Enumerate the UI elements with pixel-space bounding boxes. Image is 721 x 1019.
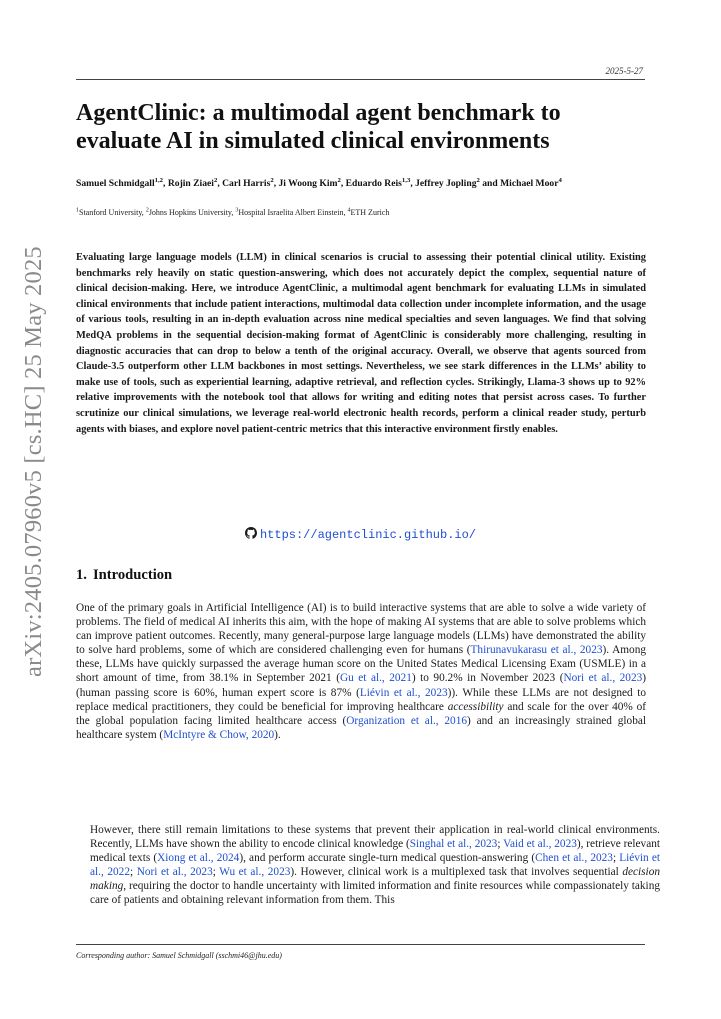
affiliation-mark: 2 bbox=[145, 207, 149, 214]
body-text: ). Among these, LLMs have quickly surpassed the average human score on the United States Medical Licensing Exam (USMLE) in a short amount of time, from 38.1% in September 2021 ( bbox=[76, 644, 647, 685]
affiliation-name: Stanford University, bbox=[79, 208, 146, 217]
section-title: Introduction bbox=[92, 567, 173, 583]
author-separator: , bbox=[410, 178, 416, 189]
body-text: ; bbox=[212, 866, 220, 879]
body-text: ; bbox=[129, 866, 137, 879]
author-name: Samuel Schmidgall bbox=[76, 178, 155, 189]
citation-link[interactable]: Nori et al., 2023 bbox=[136, 866, 213, 879]
body-text: ). bbox=[274, 728, 281, 741]
body-text: , requiring the doctor to handle uncertainty with limited information and finite resources while compassionately taking care of patients and obtaining relevant information from them. This bbox=[90, 880, 660, 907]
body-text: ) and an increasingly strained global healthcare system ( bbox=[76, 714, 646, 741]
author-separator: and bbox=[479, 178, 501, 189]
body-text: ) to 90.2% in November 2023 ( bbox=[411, 672, 564, 685]
citation-link[interactable]: Wu et al., 2023 bbox=[219, 866, 291, 879]
author-affiliation-mark: 2 bbox=[270, 176, 274, 184]
author-separator: , bbox=[273, 178, 279, 189]
author-name: Ji Woong Kim bbox=[278, 178, 338, 189]
author-affiliation-mark: 1,2 bbox=[154, 176, 164, 184]
affiliation-mark: 1 bbox=[76, 207, 79, 214]
author-list bbox=[76, 177, 646, 191]
body-text: However, there still remain limitations to these systems that prevent their application in real-world clinical environments. Recently, LLMs have shown the ability to encode clinical knowledge ( bbox=[90, 824, 660, 851]
author-separator: , bbox=[217, 178, 223, 189]
header-rule bbox=[76, 79, 645, 80]
body-text: One of the primary goals in Artificial Intelligence (AI) is to build interactive systems that are able to solve a wide variety of problems. The field of medical AI inherits this aim, with the hope of making AI systems that are able to solve problems which can improve patient outcomes. Recently, many general-purpose large language models (LLMs) have demonstrated the ability to solve hard problems, some of which are considered challenging even for humans ( bbox=[76, 602, 646, 657]
author-name: Eduardo Reis bbox=[345, 178, 402, 189]
paper-title: AgentClinic: a multimodal agent benchmark to evaluate AI in simulated clinical environments bbox=[76, 100, 561, 154]
body-text: ), retrieve relevant medical texts ( bbox=[90, 838, 661, 865]
footnote-rule bbox=[76, 944, 645, 945]
emphasis-text: accessibility bbox=[447, 700, 504, 713]
author-affiliation-mark: 2 bbox=[476, 176, 480, 184]
body-text: ). However, clinical work is a multiplexed task that involves sequential bbox=[290, 866, 623, 879]
project-link-row[interactable] bbox=[0, 527, 721, 542]
citation-link[interactable]: Liévin et al., 2022 bbox=[90, 852, 660, 879]
author-affiliation-mark: 2 bbox=[213, 176, 218, 184]
body-text: ; bbox=[497, 838, 504, 851]
intro-paragraph-2 bbox=[76, 823, 660, 908]
body-text: and scale for the over 40% of the global population facing limited healthcare access ( bbox=[76, 700, 646, 727]
citation-link[interactable]: Singhal et al., 2023 bbox=[409, 838, 498, 851]
author-name: Carl Harris bbox=[222, 178, 271, 189]
citation-link[interactable]: Liévin et al., 2023 bbox=[359, 686, 448, 699]
citation-link[interactable]: Xiong et al., 2024 bbox=[157, 852, 240, 865]
affiliation-mark: 3 bbox=[235, 207, 239, 214]
citation-link[interactable]: Nori et al., 2023 bbox=[563, 672, 643, 685]
arxiv-identifier[interactable]: arXiv:2405.07960v5 [cs.HC] 25 May 2025 bbox=[20, 246, 47, 677]
citation-link[interactable]: Chen et al., 2023 bbox=[535, 852, 613, 865]
author-affiliation-mark: 4 bbox=[558, 176, 562, 184]
github-icon bbox=[245, 527, 257, 539]
author-name: Jeffrey Jopling bbox=[415, 178, 477, 189]
body-text: ; bbox=[612, 852, 620, 865]
affiliation-mark: 4 bbox=[347, 207, 351, 214]
abstract: Evaluating large language models (LLM) in clinical scenarios is crucial to assessing their potential clinical utility. Existing benchmarks rely heavily on static question-answering, which does not accurately depict the complex, sequential nature of clinical decision-making. Here, we introduce AgentClinic, a multimodal agent benchmark for evaluating LLMs in simulated clinical environments that include patient interactions, multimodal data collection under incomplete information, and the usage of various tools, resulting in an in-depth evaluation across nine medical specialties and seven languages. We find that solving MedQA problems in the sequential decision-making format of AgentClinic is considerably more challenging, resulting in diagnostic accuracies that can drop to below a tenth of the original accuracy. Overall, we observe that agents sourced from Claude-3.5 outperform other LLM backbones in most settings. Nevertheless, we see stark differences in the LLMs’ ability to make use of tools, such as experiential learning, adaptive retrieval, and reflection cycles. Strikingly, Llama-3 shows up to 92% relative improvements with the notebook tool that allows for writing and editing notes that persist across cases. To further scrutinize our clinical simulations, we leverage real-world electronic health records, perform a clinical reader study, perturb agents with biases, and explore novel patient-centric metrics that this interactive environment firstly enables. bbox=[76, 252, 646, 435]
author-name: Michael Moor bbox=[500, 178, 559, 189]
corresponding-author-note: Corresponding author: Samuel Schmidgall (sschmi46@jhu.edu) bbox=[76, 951, 282, 960]
author-affiliation-mark: 2 bbox=[337, 176, 341, 184]
citation-link[interactable]: Organization et al., 2016 bbox=[346, 714, 468, 727]
affiliation-list bbox=[76, 208, 646, 217]
project-url-link[interactable]: https://agentclinic.github.io/ bbox=[259, 528, 477, 542]
body-text: ), and perform accurate single-turn medical question-answering ( bbox=[239, 852, 536, 865]
section-heading bbox=[76, 567, 172, 584]
author-affiliation-mark: 1,3 bbox=[401, 176, 411, 184]
affiliation-name: Hospital Israelita Albert Einstein, bbox=[238, 208, 348, 217]
author-separator: , bbox=[163, 178, 168, 189]
citation-link[interactable]: Gu et al., 2021 bbox=[339, 672, 412, 685]
emphasis-text: decision making bbox=[90, 866, 660, 893]
section-number: 1. bbox=[76, 567, 87, 583]
citation-link[interactable]: Vaid et al., 2023 bbox=[503, 838, 577, 851]
intro-paragraph-1 bbox=[76, 601, 646, 742]
author-name: Rojin Ziaei bbox=[167, 178, 214, 189]
body-text: ) (human passing score is 60%, human expert score is 87% ( bbox=[76, 672, 647, 699]
citation-link[interactable]: Thirunavukarasu et al., 2023 bbox=[470, 644, 603, 657]
author-separator: , bbox=[340, 178, 346, 189]
affiliation-name: Johns Hopkins University, bbox=[148, 208, 236, 217]
affiliation-name: ETH Zurich bbox=[350, 208, 390, 217]
body-text: )). While these LLMs are not designed to replace medical practitioners, they could be beneficial for improving healthcare bbox=[76, 686, 647, 713]
header-date: 2025-5-27 bbox=[605, 66, 643, 76]
citation-link[interactable]: McIntyre & Chow, 2020 bbox=[163, 728, 275, 741]
